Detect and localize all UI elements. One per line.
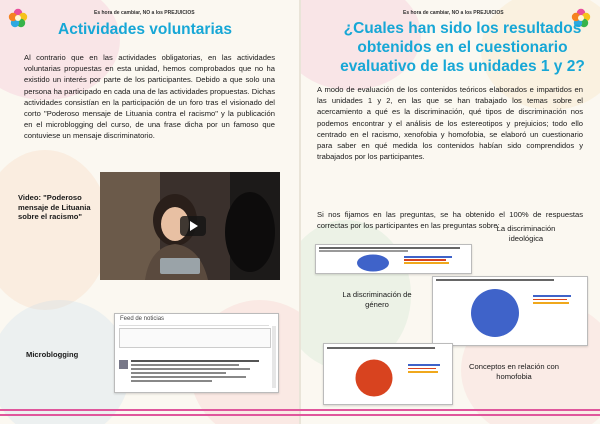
microblog-label: Microblogging bbox=[26, 350, 79, 359]
chart-ideologica bbox=[315, 244, 472, 274]
background-handprint bbox=[0, 300, 130, 424]
chart-legend bbox=[533, 295, 581, 304]
header-tagline: Es hora de cambiar, NO a los PREJUICIOS bbox=[94, 10, 195, 16]
chart-genero bbox=[432, 276, 588, 346]
chart-legend bbox=[408, 364, 448, 373]
feed-divider bbox=[119, 325, 269, 326]
pie-genero bbox=[469, 287, 521, 339]
microblog-screenshot bbox=[114, 313, 279, 393]
feed-post-box bbox=[119, 328, 271, 348]
label-homofobia: Conceptos en relación con homofobia bbox=[469, 362, 559, 381]
play-icon bbox=[190, 221, 198, 231]
chart-question-lines bbox=[319, 247, 467, 252]
video-label: Video: "Poderoso mensaje de Lituania sobre el racismo" bbox=[18, 193, 91, 221]
left-page bbox=[0, 0, 299, 424]
footer-line bbox=[0, 409, 600, 411]
page-title: ¿Cuales han sido los resultados obtenidos en el cuestionario evaluativo de las unidades 1 y 2? bbox=[340, 20, 585, 75]
video-player[interactable] bbox=[100, 172, 280, 280]
chart-homofobia bbox=[323, 343, 453, 405]
header-tagline: Es hora de cambiar, NO a los PREJUICIOS bbox=[403, 10, 504, 16]
right-page bbox=[301, 0, 600, 424]
label-ideologica: La discriminación ideológica bbox=[496, 224, 556, 243]
feed-text-lines bbox=[131, 360, 266, 382]
background-handprint bbox=[0, 150, 110, 310]
body-paragraph: Al contrario que en las actividades obligatorias, en las actividades voluntarias propuestas en esta unidad, hemos comprobados que no ha existido un interés por parte de los participantes. Debido a que solo una persona ha participado en cada una de las actividades propuestas. Dichas actividades consistían en la participación de un foro tras el visionado del corto "Poderoso mensaje de Lituania contra el racismo" y la publicación en el microblogging del curso, de una frase dicha por un famoso que contuviese un mensaje discriminatorio. bbox=[24, 53, 275, 141]
scrollbar[interactable] bbox=[272, 326, 276, 388]
footer-line bbox=[0, 414, 600, 416]
pie-ideologica bbox=[356, 254, 390, 272]
chart-question-lines bbox=[436, 279, 584, 281]
avatar bbox=[119, 360, 128, 369]
pie-homofobia bbox=[354, 358, 394, 398]
chart-question-lines bbox=[327, 347, 447, 349]
body-paragraph-2: Si nos fijamos en las preguntas, se ha obtenido el 100% de respuestas correctas por los participantes en las preguntas sobre: bbox=[317, 210, 583, 231]
feed-title: Feed de noticias bbox=[120, 316, 165, 322]
play-button[interactable] bbox=[180, 216, 206, 236]
label-genero: La discriminación de género bbox=[342, 290, 412, 309]
chart-legend bbox=[404, 256, 464, 264]
body-paragraph-1: A modo de evaluación de los contenidos teóricos elaborados e impartidos en las unidades 1 y 2, en las que se han trabajado los temas sobre el acercamiento a qué es la discriminación, qué tipos de discriminación nos podemos encontrar y el análisis de los estereotipos y prejuicios; todo ello centrado en el racismo, xenofobia y homofobia, se elaboró un cuestionario para saber en qué medida los contenidos habían sido comprendidos y trabajados por los participantes. bbox=[317, 85, 583, 162]
page-title: Actividades voluntarias bbox=[58, 21, 233, 38]
flower-logo-icon bbox=[8, 8, 28, 28]
